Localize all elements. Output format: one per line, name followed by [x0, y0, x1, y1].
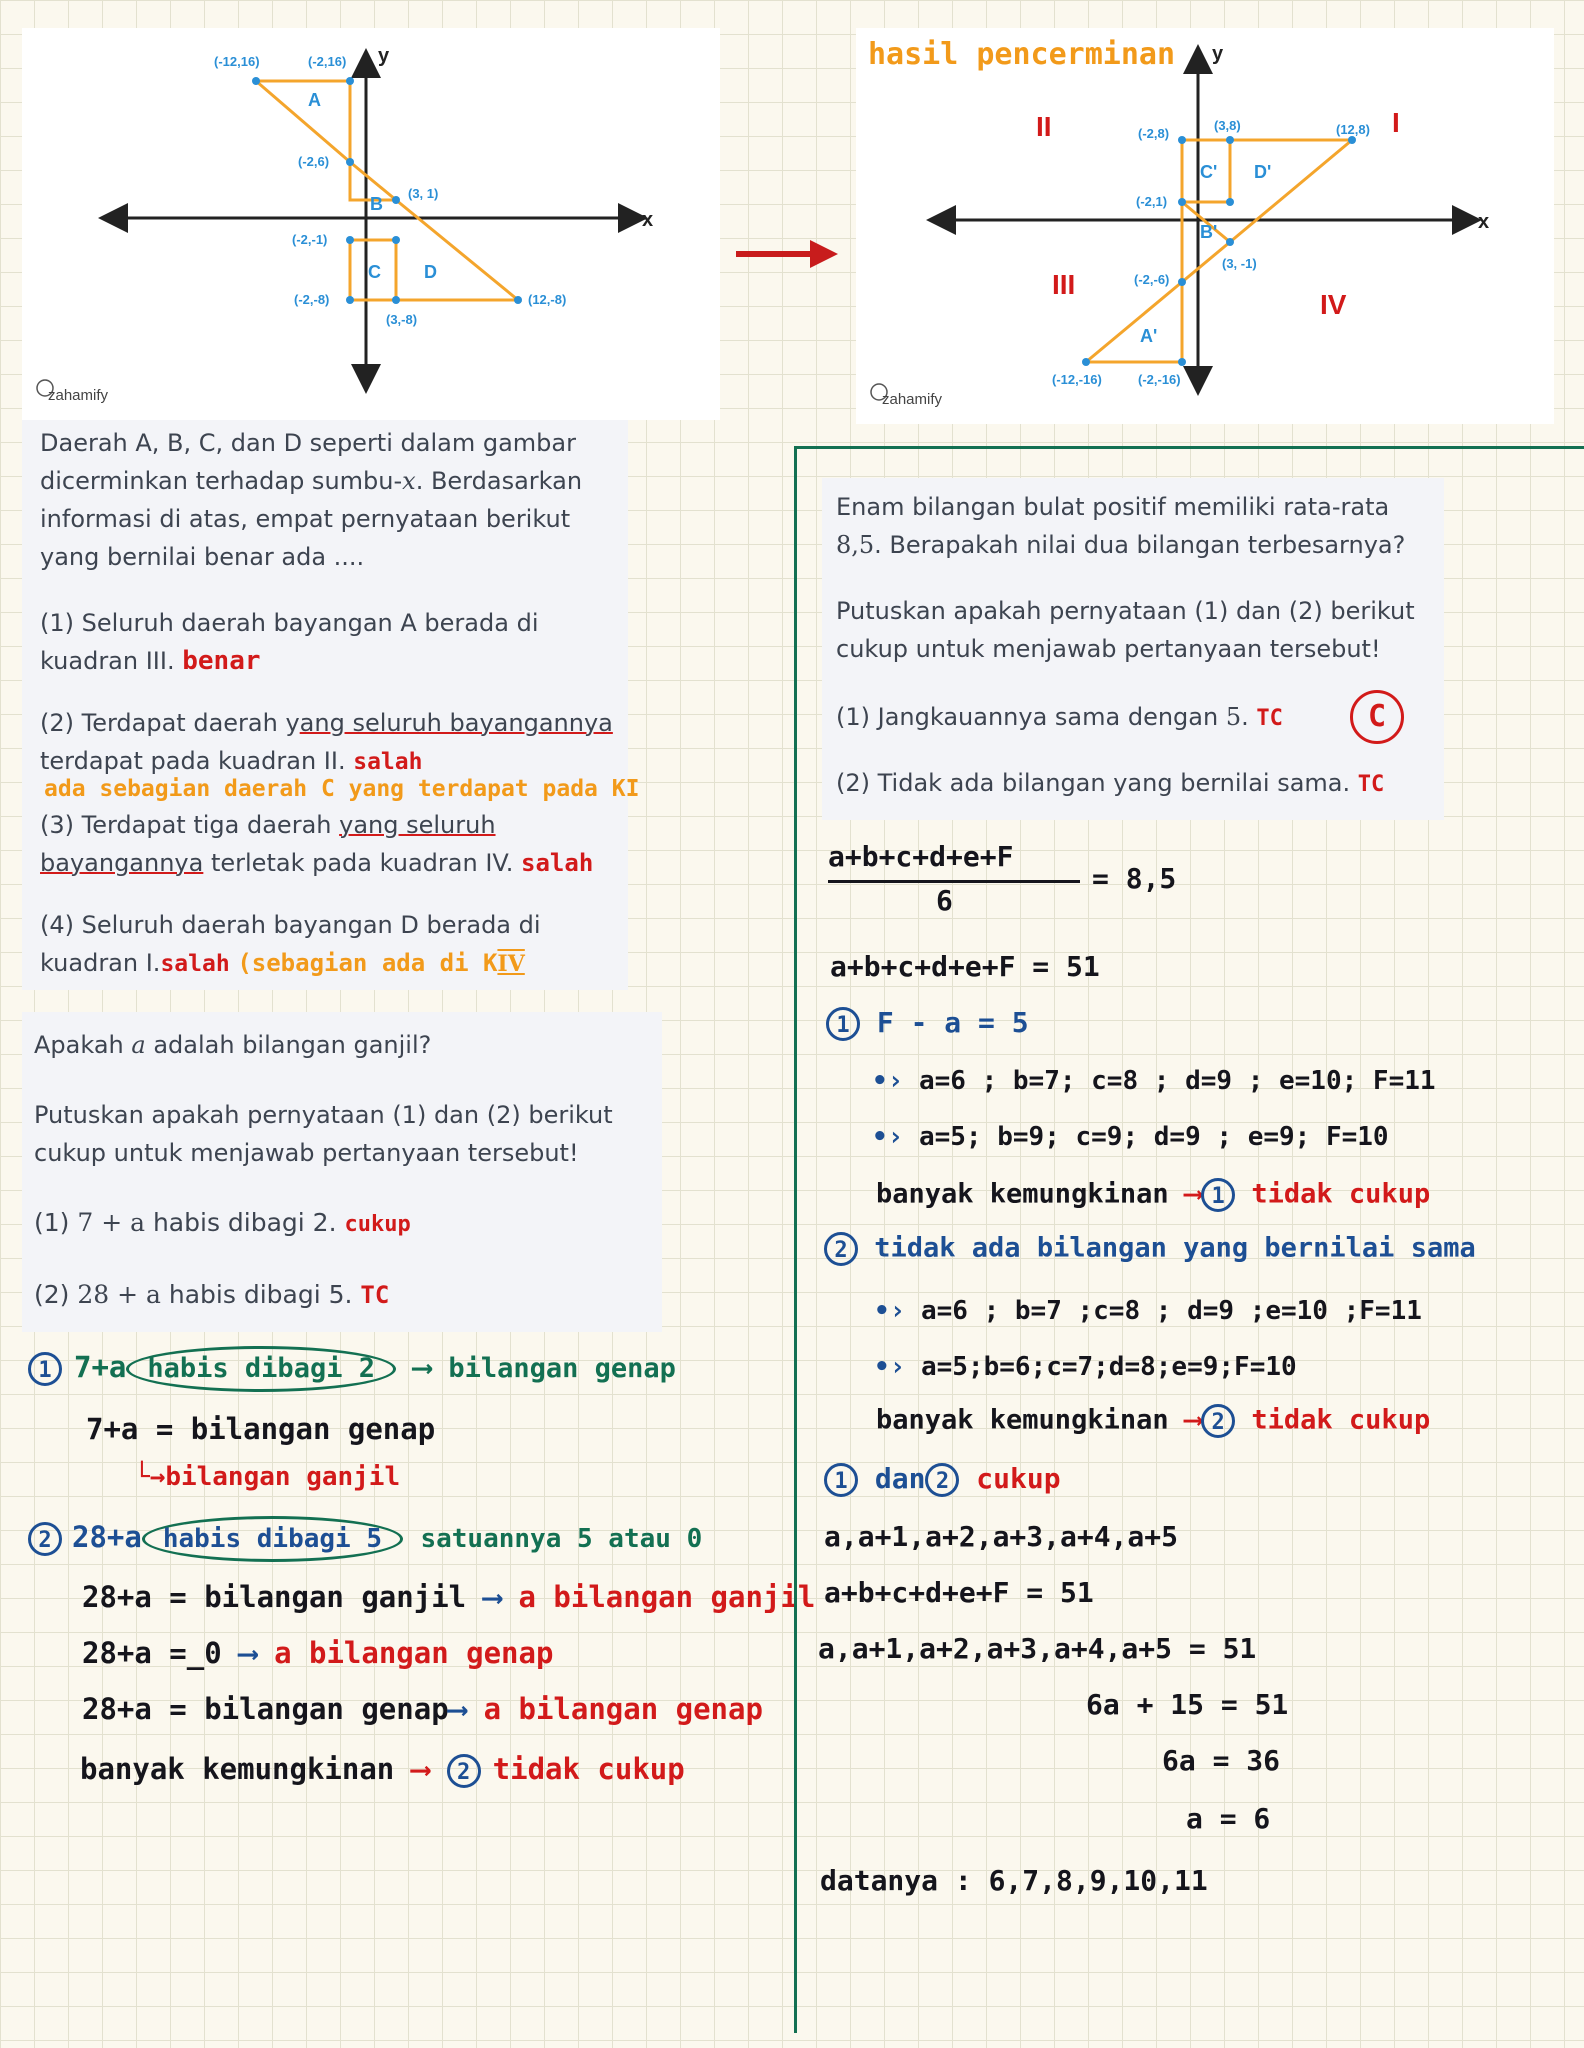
quadrant-label: II	[1036, 111, 1052, 142]
y-axis-label: y	[1212, 43, 1224, 65]
statement-2: (2) 28 + a habis dibagi 5. TC	[34, 1280, 390, 1309]
circled-phrase: habis dibagi 2	[126, 1346, 396, 1392]
question-average-text: Enam bilangan bulat positif memiliki rata-rata 8,5. Berapakah nilai dua bilangan terbesarnya?	[836, 493, 1406, 559]
statement-3: (3) Terdapat tiga daerah yang seluruh bayangannya terletak pada kuadran IV. salah	[40, 811, 594, 877]
sol-left-line-1: 1 7+a habis dibagi 2 ⟶ bilangan genap	[28, 1346, 676, 1392]
region-label: C	[368, 262, 381, 282]
point-label: (-2,16)	[308, 54, 347, 69]
point-label: (-2,8)	[1138, 126, 1170, 141]
circled-phrase: habis dibagi 5	[142, 1516, 403, 1562]
quadrant-label: IV	[1320, 289, 1347, 320]
point-label: (-2,1)	[1136, 194, 1168, 209]
number-circle: 1	[28, 1352, 62, 1386]
brand-logo: zahamify	[48, 387, 109, 404]
sol-right-line: 1 dan 2 cukup	[824, 1462, 1061, 1497]
sol-right-line: banyak kemungkinan ⟶ 1 tidak cukup	[876, 1178, 1430, 1212]
annotation-benar: benar	[182, 646, 261, 676]
fraction-result: = 8,5	[1092, 862, 1177, 895]
sol-right-line: datanya : 6,7,8,9,10,11	[820, 1864, 1208, 1897]
point-label: (12,8)	[1336, 122, 1370, 137]
fraction-numerator: a+b+c+d+e+F	[828, 840, 1014, 873]
region-label: A	[308, 90, 321, 110]
number-circle: 1	[826, 1007, 860, 1041]
sol-right-line: banyak kemungkinan ⟶ 2 tidak cukup	[876, 1404, 1430, 1438]
y-axis-label: y	[378, 45, 390, 67]
region-shapes	[1086, 140, 1352, 362]
annotation-salah: salah	[160, 951, 230, 977]
point-label: (-2,-6)	[1134, 272, 1170, 287]
region-label: C'	[1200, 162, 1218, 182]
point-label: (3, 1)	[408, 186, 439, 201]
annotation-salah: salah	[353, 749, 423, 775]
annotation-tc: TC	[1256, 706, 1283, 731]
region-label: D'	[1254, 162, 1272, 182]
point-label: (-12,16)	[214, 54, 260, 69]
region-label: B'	[1200, 222, 1218, 242]
x-axis-label: x	[1478, 211, 1490, 233]
graph-title: hasil pencerminan	[868, 37, 1176, 72]
annotation-tc: TC	[1357, 772, 1385, 797]
graph-reflected	[856, 28, 1554, 424]
statement-1: (1) 7 + a habis dibagi 2. cukup	[34, 1208, 411, 1237]
sol-right-line: •› a=5;b=6;c=7;d=8;e=9;F=10	[874, 1352, 1297, 1382]
sol-left-line-4: 2 28+a habis dibagi 5 satuannya 5 atau 0	[28, 1516, 702, 1562]
sol-left-line-5: 28+a = bilangan ganjil ⟶ a bilangan ganjil	[82, 1580, 816, 1614]
sol-left-line-8: banyak kemungkinan ⟶ 2 tidak cukup	[80, 1752, 685, 1786]
point-label: (-2,-1)	[292, 232, 328, 247]
annotation-cukup: cukup	[344, 1212, 411, 1237]
region-label: B	[370, 194, 383, 214]
x-axis-label: x	[642, 209, 654, 231]
question-instruction: Putuskan apakah pernyataan (1) dan (2) berikut cukup untuk menjawab pertanyaan tersebut!	[34, 1101, 613, 1167]
number-circle: 2	[824, 1232, 858, 1266]
point-label: (3,-8)	[386, 312, 418, 327]
sol-right-line: a,a+1,a+2,a+3,a+4,a+5	[824, 1520, 1179, 1553]
region-label: A'	[1140, 326, 1158, 346]
graph-original-panel	[22, 28, 720, 420]
point-label: (-2,6)	[298, 154, 330, 169]
region-shapes	[256, 81, 518, 300]
sol-right-line: 6a + 15 = 51	[1086, 1688, 1289, 1721]
statement-4: (4) Seluruh daerah bayangan D berada di kuadran I.salah (sebagian ada di KIV	[40, 911, 541, 977]
point-label: (-2,-8)	[294, 292, 330, 307]
sol-left-line-7: 28+a = bilangan genap⟶ a bilangan genap	[82, 1692, 763, 1726]
graph-original	[22, 28, 720, 420]
brand-logo: zahamify	[882, 391, 943, 408]
sol-right-line: a+b+c+d+e+F = 51	[830, 950, 1100, 983]
answer-circle: C	[1350, 690, 1404, 744]
question-instruction: Putuskan apakah pernyataan (1) dan (2) berikut cukup untuk menjawab pertanyaan tersebut!	[836, 597, 1415, 663]
sol-right-line: •› a=6 ; b=7 ;c=8 ; d=9 ;e=10 ;F=11	[874, 1296, 1422, 1326]
point-label: (12,-8)	[528, 292, 567, 307]
question-odd-text: Apakah a adalah bilangan ganjil?	[34, 1031, 432, 1059]
graph-reflected-panel	[856, 28, 1554, 424]
annotation-tc: TC	[360, 1281, 390, 1309]
annotation-note: (sebagian ada di K	[237, 949, 498, 977]
annotation-salah: salah	[521, 849, 594, 877]
question-reflection-intro: Daerah A, B, C, dan D seperti dalam gambar dicerminkan terhadap sumbu-x. Berdasarkan informasi di atas, empat pernyataan berikut yang bernilai benar ada ....	[40, 429, 583, 571]
point-label: (-2,-16)	[1138, 372, 1181, 387]
sol-right-line: 1 F - a = 5	[826, 1006, 1029, 1041]
fraction-denominator: 6	[936, 884, 953, 917]
sol-right-line: a = 6	[1186, 1802, 1271, 1835]
sol-right-line: a,a+1,a+2,a+3,a+4,a+5 = 51	[818, 1632, 1257, 1665]
sol-right-line: 2 tidak ada bilangan yang bernilai sama	[824, 1232, 1476, 1266]
annotation-note: ada sebagian daerah C yang terdapat pada KI	[44, 776, 640, 802]
statement-1: (1) Jangkauannya sama dengan 5. TC	[836, 703, 1283, 731]
sol-left-line-2: 7+a = bilangan genap	[86, 1412, 436, 1446]
statement-2: (2) Terdapat daerah yang seluruh bayangannya terdapat pada kuadran II. salah	[40, 709, 613, 775]
region-label: D	[424, 262, 437, 282]
sol-right-line: •› a=6 ; b=7; c=8 ; d=9 ; e=10; F=11	[872, 1066, 1436, 1096]
fraction-bar	[828, 880, 1080, 883]
number-circle: 2	[28, 1522, 62, 1556]
sol-right-line: 6a = 36	[1162, 1744, 1281, 1777]
sol-right-line: •› a=5; b=9; c=9; d=9 ; e=9; F=10	[872, 1122, 1389, 1152]
sol-right-line: a+b+c+d+e+F = 51	[824, 1576, 1094, 1609]
point-label: (-12,-16)	[1052, 372, 1102, 387]
point-label: (3, -1)	[1222, 256, 1257, 271]
quadrant-label: III	[1052, 269, 1076, 300]
arrow-icon	[734, 236, 840, 272]
statement-1: (1) Seluruh daerah bayangan A berada di kuadran III. benar	[40, 609, 539, 676]
sol-left-line-3: └→bilangan ganjil	[134, 1462, 401, 1492]
statement-2: (2) Tidak ada bilangan yang bernilai sama. TC	[836, 769, 1385, 797]
quadrant-label: I	[1392, 107, 1400, 138]
sol-left-line-6: 28+a =_0 ⟶ a bilangan genap	[82, 1636, 554, 1670]
point-label: (3,8)	[1214, 118, 1241, 133]
